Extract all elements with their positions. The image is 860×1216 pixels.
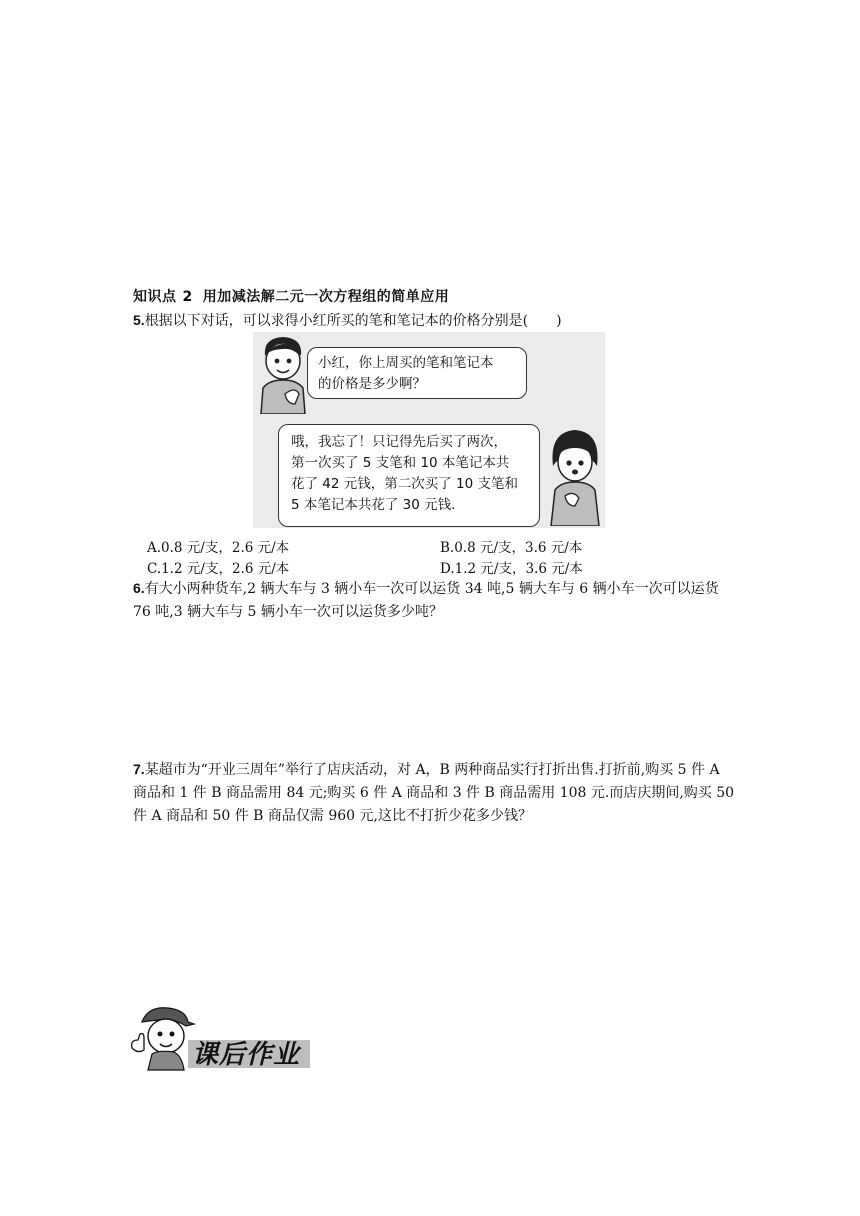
- girl-speech-bubble: [278, 424, 540, 527]
- dialogue-illustration: [253, 332, 605, 528]
- boy-line-1: 小红，你上周买的笔和笔记本: [318, 355, 494, 371]
- boy-speech-bubble: [307, 347, 527, 399]
- question-number: 6.: [133, 580, 145, 596]
- question-6: [133, 577, 738, 624]
- question-7: [133, 758, 738, 828]
- section-number: 2: [182, 289, 193, 305]
- question-text: 根据以下对话，可以求得小红所买的笔和笔记本的价格分别是( ): [144, 313, 562, 329]
- homework-banner: [128, 1004, 310, 1072]
- option-b: B.0.8 元/支，3.6 元/本: [440, 540, 583, 556]
- section-label: 知识点: [133, 289, 177, 305]
- boy-icon: [255, 334, 311, 414]
- question-number: 5.: [133, 312, 145, 328]
- question-text: 有大小两种货车,2 辆大车与 3 辆小车一次可以运货 34 吨,5 辆大车与 6 辆小车一次可以运货 76 吨,3 辆大车与 5 辆小车一次可以运货多少吨？: [133, 581, 719, 620]
- question-text: 某超市为“开业三周年”举行了店庆活动，对 A，B 两种商品实行打折出售.打折前,购买 5 件 A 商品和 1 件 B 商品需用 84 元;购买 6 件 A 商品和 3 件 B 商品需用 108 元.而店庆期间,购买 50 件 A 商品和 50 件 B 商品仅需 960 元,这比不打折少花多少钱？: [133, 762, 735, 824]
- girl-line-4: 5 本笔记本共花了 30 元钱.: [291, 497, 456, 513]
- girl-line-1: 哦，我忘了！只记得先后买了两次，: [291, 434, 507, 450]
- banner-title: 课后作业: [192, 1040, 301, 1070]
- option-c: C.1.2 元/支，2.6 元/本: [147, 561, 290, 577]
- boy-line-2: 的价格是多少啊？: [318, 376, 426, 392]
- question-5: [133, 309, 738, 333]
- girl-icon: [547, 426, 603, 526]
- option-a: A.0.8 元/支，2.6 元/本: [147, 540, 290, 556]
- girl-line-3: 花了 42 元钱，第二次买了 10 支笔和: [291, 476, 519, 492]
- section-heading: [133, 286, 449, 306]
- section-title: 用加减法解二元一次方程组的简单应用: [202, 289, 450, 305]
- question-number: 7.: [133, 761, 145, 777]
- option-d: D.1.2 元/支，3.6 元/本: [440, 561, 583, 577]
- girl-line-2: 第一次买了 5 支笔和 10 本笔记本共: [291, 455, 510, 471]
